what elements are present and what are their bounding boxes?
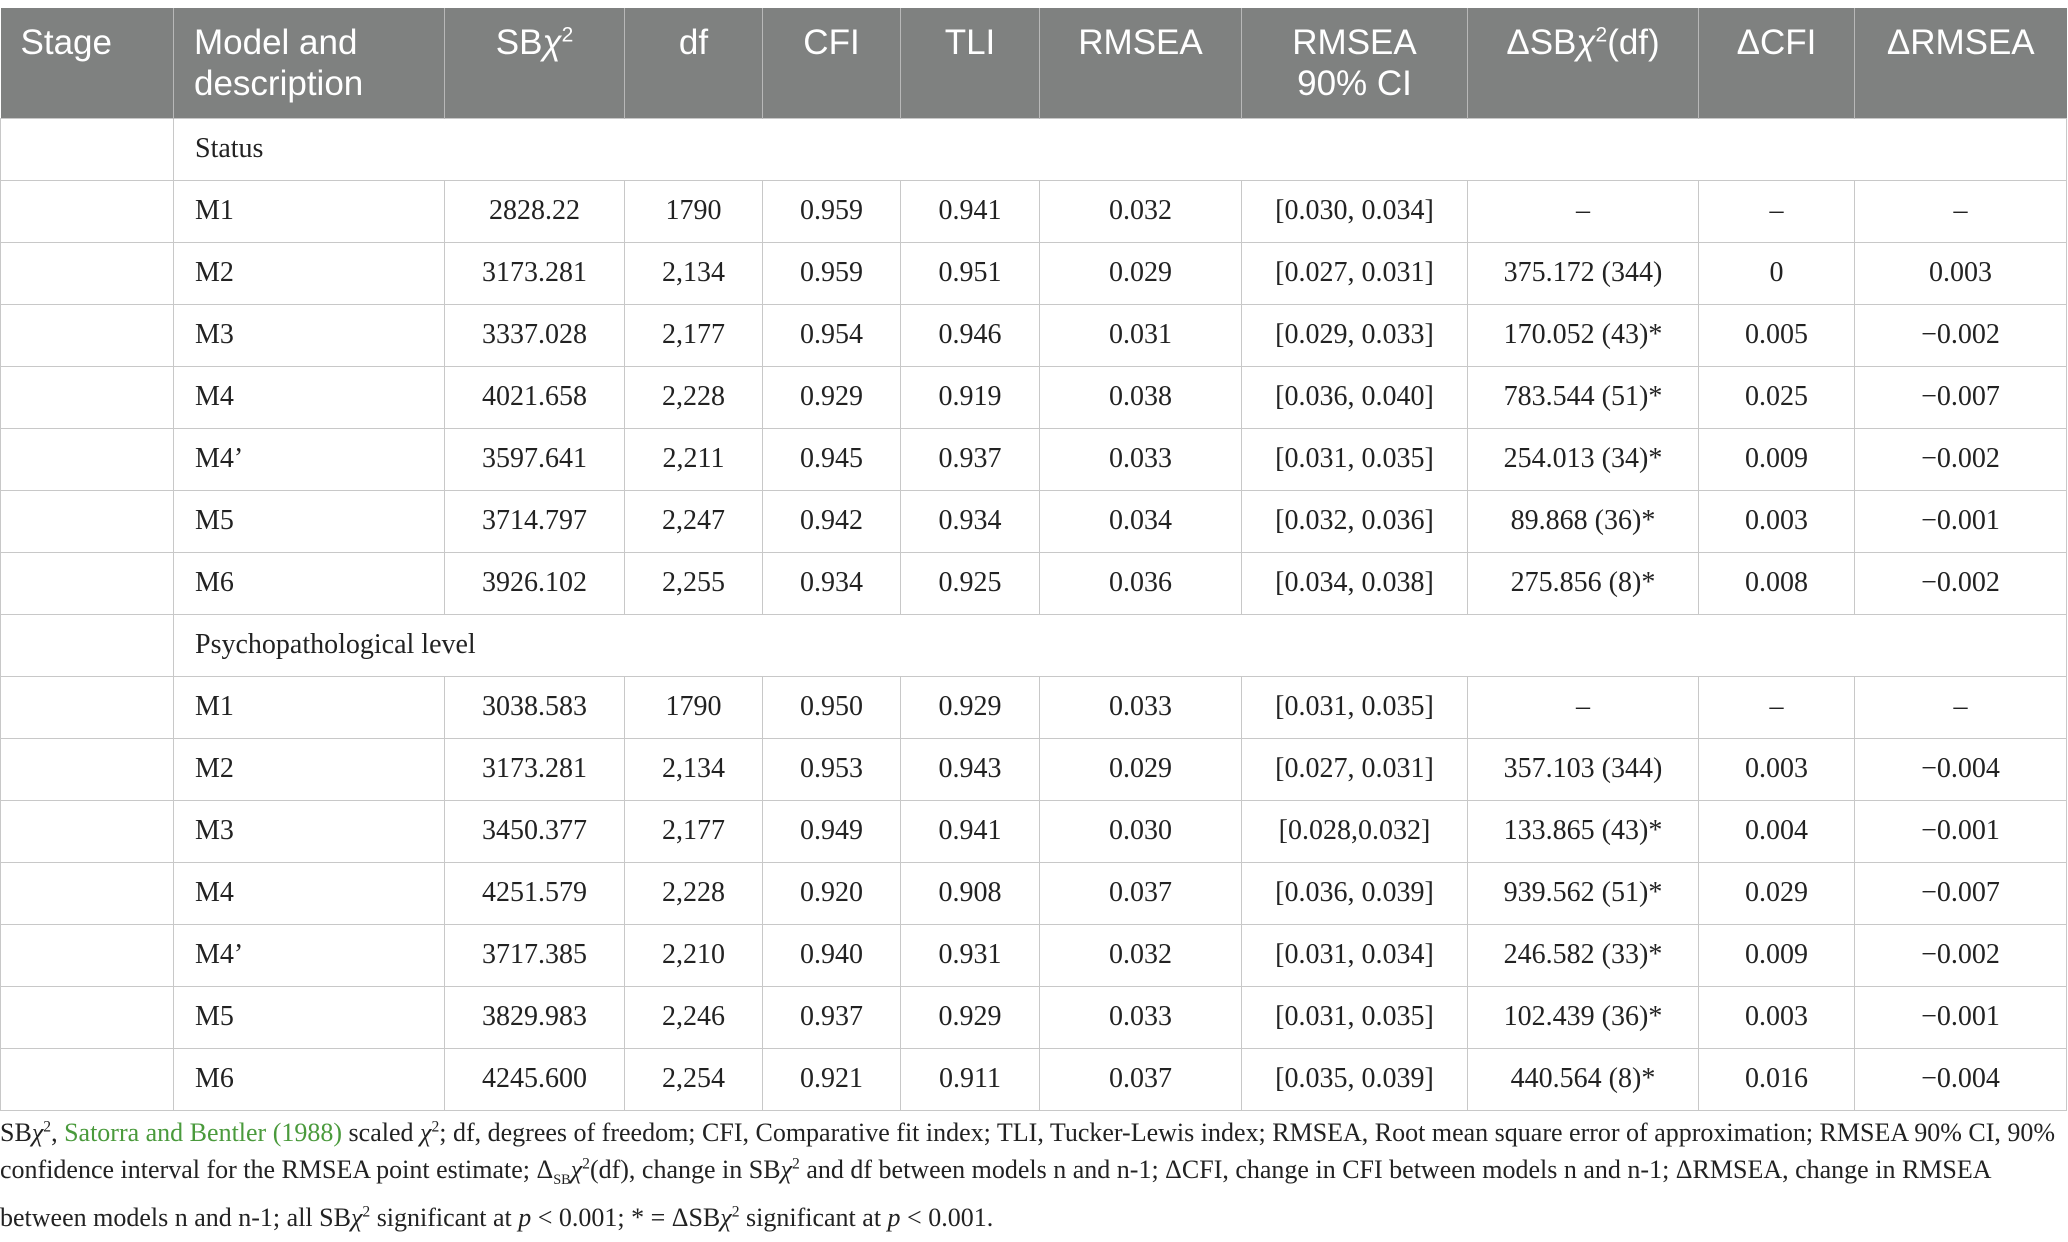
cell-df: 2,134	[625, 738, 763, 800]
cell-tli: 0.929	[901, 676, 1040, 738]
cell-tli: 0.943	[901, 738, 1040, 800]
stage-cell	[1, 862, 174, 924]
cell-rmsea: 0.032	[1040, 180, 1242, 242]
cell-tli: 0.929	[901, 986, 1040, 1048]
cell-dchi: 440.564 (8)*	[1468, 1048, 1699, 1110]
cell-ci: [0.027, 0.031]	[1242, 242, 1468, 304]
stage-cell	[1, 676, 174, 738]
stage-cell	[1, 304, 174, 366]
cell-tli: 0.908	[901, 862, 1040, 924]
cell-dchi: 89.868 (36)*	[1468, 490, 1699, 552]
table-row	[1, 800, 2067, 862]
cell-tli: 0.941	[901, 800, 1040, 862]
cell-model: M6	[174, 552, 445, 614]
cell-cfi: 0.959	[763, 242, 901, 304]
cell-dchi: 939.562 (51)*	[1468, 862, 1699, 924]
cell-dcfi: –	[1699, 180, 1855, 242]
table-row	[1, 738, 2067, 800]
cell-rmsea: 0.029	[1040, 242, 1242, 304]
cell-model: M2	[174, 242, 445, 304]
cell-model: M4	[174, 366, 445, 428]
cell-drmsea: −0.002	[1855, 552, 2067, 614]
cell-drmsea: −0.007	[1855, 862, 2067, 924]
fit-indices-table	[0, 8, 2067, 1111]
group-row	[1, 118, 2067, 180]
group-label: Psychopathological level	[174, 614, 2067, 676]
cell-df: 2,228	[625, 862, 763, 924]
stage-cell	[1, 738, 174, 800]
stage-cell	[1, 242, 174, 304]
cell-sbchi2: 3717.385	[445, 924, 625, 986]
table-header	[1, 8, 2067, 118]
table-row	[1, 552, 2067, 614]
stage-cell	[1, 924, 174, 986]
cell-sbchi2: 3926.102	[445, 552, 625, 614]
cell-ci: [0.031, 0.034]	[1242, 924, 1468, 986]
cell-drmsea: −0.002	[1855, 304, 2067, 366]
cell-drmsea: −0.002	[1855, 924, 2067, 986]
cell-dcfi: 0.029	[1699, 862, 1855, 924]
cell-dcfi: 0.003	[1699, 490, 1855, 552]
cell-ci: [0.031, 0.035]	[1242, 428, 1468, 490]
header-rmsea-ci: RMSEA 90% CI	[1242, 8, 1468, 118]
cell-df: 2,211	[625, 428, 763, 490]
header-delta-rmsea: ΔRMSEA	[1855, 8, 2067, 118]
cell-dchi: –	[1468, 180, 1699, 242]
cell-rmsea: 0.037	[1040, 862, 1242, 924]
cell-tli: 0.937	[901, 428, 1040, 490]
cell-drmsea: –	[1855, 180, 2067, 242]
cell-rmsea: 0.037	[1040, 1048, 1242, 1110]
cell-rmsea: 0.033	[1040, 428, 1242, 490]
cell-ci: [0.030, 0.034]	[1242, 180, 1468, 242]
cell-model: M2	[174, 738, 445, 800]
cell-rmsea: 0.032	[1040, 924, 1242, 986]
table-footnote: SBχ$^2$, Satorra and Bentler (1988) scaled $\chi^2$; df, degrees of freedom; CFI, Comparative fit index; TLI, Tucker-Lewis index; RMSEA, Root mean square error of approximation; RMSEA 90% CI, 90% confidence interval for the RMSEA point estimate; $\Delta_{SB}\chi^2(df)$, change in SBχ$^2$ and df between models n and n-1; ΔCFI, change in CFI between models n and n-1; ΔRMSEA, change in RMSEA between models n and n-1; all SBχ$^2$ significant at p < 0.001; * = ΔSBχ$^2$ significant at p < 0.001.	[0, 1118, 2056, 1233]
cell-model: M5	[174, 490, 445, 552]
citation-link[interactable]: Satorra and Bentler (1988)	[64, 1118, 343, 1147]
table-row	[1, 242, 2067, 304]
cell-df: 2,210	[625, 924, 763, 986]
cell-drmsea: −0.001	[1855, 800, 2067, 862]
cell-df: 2,228	[625, 366, 763, 428]
cell-drmsea: −0.002	[1855, 428, 2067, 490]
stage-cell	[1, 1048, 174, 1110]
cell-df: 1790	[625, 676, 763, 738]
cell-ci: [0.028,0.032]	[1242, 800, 1468, 862]
cell-tli: 0.925	[901, 552, 1040, 614]
cell-dcfi: 0.003	[1699, 738, 1855, 800]
cell-cfi: 0.953	[763, 738, 901, 800]
cell-rmsea: 0.031	[1040, 304, 1242, 366]
stage-cell	[1, 552, 174, 614]
cell-cfi: 0.921	[763, 1048, 901, 1110]
table-row	[1, 1048, 2067, 1110]
table-row	[1, 180, 2067, 242]
cell-cfi: 0.920	[763, 862, 901, 924]
cell-rmsea: 0.038	[1040, 366, 1242, 428]
cell-dchi: –	[1468, 676, 1699, 738]
cell-cfi: 0.949	[763, 800, 901, 862]
table-row	[1, 304, 2067, 366]
cell-cfi: 0.959	[763, 180, 901, 242]
header-delta-cfi: ΔCFI	[1699, 8, 1855, 118]
cell-dchi: 275.856 (8)*	[1468, 552, 1699, 614]
cell-cfi: 0.934	[763, 552, 901, 614]
cell-dcfi: –	[1699, 676, 1855, 738]
cell-drmsea: −0.004	[1855, 1048, 2067, 1110]
cell-sbchi2: 3597.641	[445, 428, 625, 490]
cell-drmsea: 0.003	[1855, 242, 2067, 304]
cell-dcfi: 0.009	[1699, 924, 1855, 986]
cell-ci: [0.029, 0.033]	[1242, 304, 1468, 366]
header-df: df	[625, 8, 763, 118]
cell-ci: [0.036, 0.040]	[1242, 366, 1468, 428]
cell-ci: [0.027, 0.031]	[1242, 738, 1468, 800]
cell-drmsea: −0.007	[1855, 366, 2067, 428]
cell-cfi: 0.954	[763, 304, 901, 366]
cell-dchi: 102.439 (36)*	[1468, 986, 1699, 1048]
cell-sbchi2: 4021.658	[445, 366, 625, 428]
cell-rmsea: 0.036	[1040, 552, 1242, 614]
header-model: Model and description	[174, 8, 445, 118]
cell-df: 1790	[625, 180, 763, 242]
stage-cell	[1, 800, 174, 862]
cell-df: 2,246	[625, 986, 763, 1048]
cell-tli: 0.941	[901, 180, 1040, 242]
cell-rmsea: 0.034	[1040, 490, 1242, 552]
cell-ci: [0.031, 0.035]	[1242, 986, 1468, 1048]
cell-tli: 0.946	[901, 304, 1040, 366]
cell-sbchi2: 3450.377	[445, 800, 625, 862]
cell-dcfi: 0.016	[1699, 1048, 1855, 1110]
cell-rmsea: 0.033	[1040, 676, 1242, 738]
cell-cfi: 0.950	[763, 676, 901, 738]
table-row	[1, 676, 2067, 738]
table-row	[1, 490, 2067, 552]
cell-cfi: 0.945	[763, 428, 901, 490]
header-sbchi2: SBχ$^2$	[445, 8, 625, 118]
cell-model: M1	[174, 180, 445, 242]
cell-tli: 0.931	[901, 924, 1040, 986]
cell-drmsea: −0.001	[1855, 986, 2067, 1048]
cell-model: M3	[174, 800, 445, 862]
header-rmsea: RMSEA	[1040, 8, 1242, 118]
stage-cell	[1, 118, 174, 180]
cell-tli: 0.951	[901, 242, 1040, 304]
header-tli: TLI	[901, 8, 1040, 118]
stage-cell	[1, 614, 174, 676]
cell-df: 2,255	[625, 552, 763, 614]
cell-dcfi: 0.025	[1699, 366, 1855, 428]
stage-cell	[1, 986, 174, 1048]
cell-dchi: 783.544 (51)*	[1468, 366, 1699, 428]
cell-rmsea: 0.033	[1040, 986, 1242, 1048]
stage-cell	[1, 428, 174, 490]
table-row	[1, 366, 2067, 428]
cell-df: 2,177	[625, 304, 763, 366]
cell-cfi: 0.940	[763, 924, 901, 986]
cell-model: M5	[174, 986, 445, 1048]
cell-ci: [0.036, 0.039]	[1242, 862, 1468, 924]
cell-model: M4	[174, 862, 445, 924]
cell-model: M1	[174, 676, 445, 738]
group-label: Status	[174, 118, 2067, 180]
cell-dcfi: 0.005	[1699, 304, 1855, 366]
cell-rmsea: 0.029	[1040, 738, 1242, 800]
cell-sbchi2: 3714.797	[445, 490, 625, 552]
cell-sbchi2: 3829.983	[445, 986, 625, 1048]
table-row	[1, 428, 2067, 490]
cell-sbchi2: 4251.579	[445, 862, 625, 924]
cell-model: M4’	[174, 428, 445, 490]
cell-sbchi2: 2828.22	[445, 180, 625, 242]
stage-cell	[1, 490, 174, 552]
table-body	[1, 118, 2067, 1110]
cell-df: 2,177	[625, 800, 763, 862]
stage-cell	[1, 180, 174, 242]
cell-ci: [0.032, 0.036]	[1242, 490, 1468, 552]
cell-df: 2,134	[625, 242, 763, 304]
cell-sbchi2: 4245.600	[445, 1048, 625, 1110]
cell-dchi: 375.172 (344)	[1468, 242, 1699, 304]
cell-dcfi: 0.004	[1699, 800, 1855, 862]
header-delta-sbchi2: ΔSBχ$^2$(df)	[1468, 8, 1699, 118]
cell-drmsea: –	[1855, 676, 2067, 738]
cell-sbchi2: 3337.028	[445, 304, 625, 366]
header-stage: Stage	[1, 8, 174, 118]
cell-rmsea: 0.030	[1040, 800, 1242, 862]
cell-sbchi2: 3173.281	[445, 738, 625, 800]
cell-ci: [0.031, 0.035]	[1242, 676, 1468, 738]
cell-ci: [0.035, 0.039]	[1242, 1048, 1468, 1110]
cell-dcfi: 0	[1699, 242, 1855, 304]
header-cfi: CFI	[763, 8, 901, 118]
cell-model: M3	[174, 304, 445, 366]
cell-model: M6	[174, 1048, 445, 1110]
cell-dchi: 254.013 (34)*	[1468, 428, 1699, 490]
cell-model: M4’	[174, 924, 445, 986]
table-row	[1, 986, 2067, 1048]
cell-cfi: 0.937	[763, 986, 901, 1048]
cell-df: 2,254	[625, 1048, 763, 1110]
cell-drmsea: −0.004	[1855, 738, 2067, 800]
group-row	[1, 614, 2067, 676]
cell-cfi: 0.942	[763, 490, 901, 552]
cell-dcfi: 0.009	[1699, 428, 1855, 490]
cell-dcfi: 0.008	[1699, 552, 1855, 614]
cell-drmsea: −0.001	[1855, 490, 2067, 552]
cell-ci: [0.034, 0.038]	[1242, 552, 1468, 614]
table-row	[1, 862, 2067, 924]
cell-dcfi: 0.003	[1699, 986, 1855, 1048]
cell-dchi: 246.582 (33)*	[1468, 924, 1699, 986]
cell-cfi: 0.929	[763, 366, 901, 428]
stage-cell	[1, 366, 174, 428]
cell-sbchi2: 3038.583	[445, 676, 625, 738]
table-row	[1, 924, 2067, 986]
cell-tli: 0.934	[901, 490, 1040, 552]
cell-tli: 0.919	[901, 366, 1040, 428]
cell-df: 2,247	[625, 490, 763, 552]
cell-tli: 0.911	[901, 1048, 1040, 1110]
cell-sbchi2: 3173.281	[445, 242, 625, 304]
cell-dchi: 357.103 (344)	[1468, 738, 1699, 800]
cell-dchi: 170.052 (43)*	[1468, 304, 1699, 366]
cell-dchi: 133.865 (43)*	[1468, 800, 1699, 862]
